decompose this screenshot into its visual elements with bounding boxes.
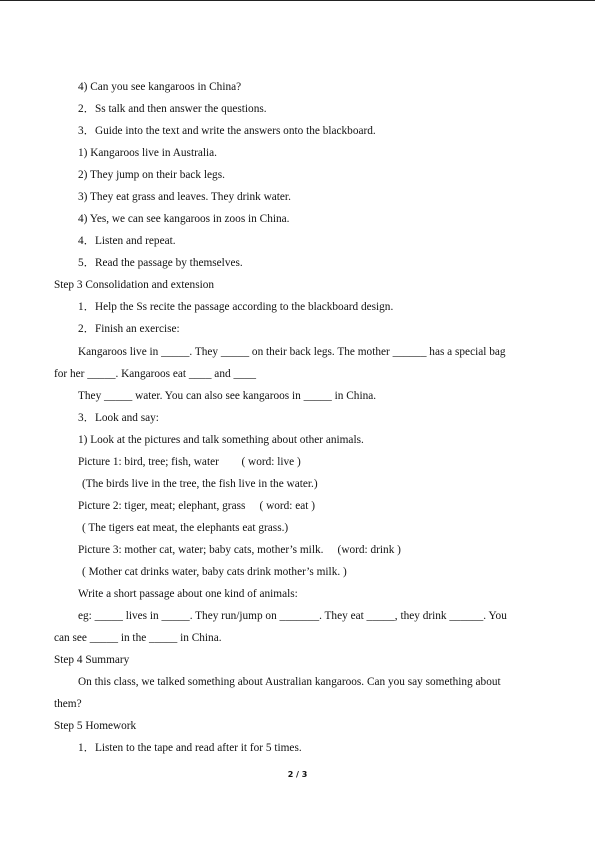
text-line-look-1: 1) Look at the pictures and talk something about other animals. — [78, 434, 364, 446]
exercise-line-1: Kangaroos live in _____. They _____ on their back legs. The mother ______ has a special bag — [78, 346, 506, 358]
picture-3-example: ( Mother cat drinks water, baby cats drink mother’s milk. ) — [82, 566, 347, 578]
summary-line-1: On this class, we talked something about Australian kangaroos. Can you say something about — [78, 676, 501, 688]
text-line-step2-4: 4．Listen and repeat. — [78, 235, 176, 247]
exercise-line-3: They _____ water. You can also see kangaroos in _____ in China. — [78, 390, 377, 402]
text-line-answer-1: 1) Kangaroos live in Australia. — [78, 147, 217, 159]
picture-1-example: (The birds live in the tree, the fish live in the water.) — [82, 478, 318, 490]
text-line-step2-2: 2．Ss talk and then answer the questions. — [78, 103, 267, 115]
text-line-answer-3: 3) They eat grass and leaves. They drink water. — [78, 191, 291, 203]
section-heading-step4: Step 4 Summary — [54, 654, 130, 666]
picture-2-example: ( The tigers eat meat, the elephants eat grass.) — [82, 522, 289, 534]
example-line-1: eg: _____ lives in _____. They run/jump on _______. They eat _____, they drink ______. You — [78, 610, 507, 622]
text-line-answer-2: 2) They jump on their back legs. — [78, 169, 225, 181]
picture-1-line: Picture 1: bird, tree; fish, water ( word: live ) — [78, 456, 301, 468]
example-line-2: can see _____ in the _____ in China. — [54, 632, 222, 644]
page-number: 2 / 3 — [287, 770, 308, 779]
text-line-q4: 4) Can you see kangaroos in China? — [78, 81, 242, 93]
text-line-step3-2: 2．Finish an exercise: — [78, 323, 180, 335]
text-line-step2-3: 3．Guide into the text and write the answers onto the blackboard. — [78, 125, 376, 137]
section-heading-step3: Step 3 Consolidation and extension — [54, 279, 215, 291]
text-line-answer-4: 4) Yes, we can see kangaroos in zoos in China. — [78, 213, 290, 225]
picture-3-line: Picture 3: mother cat, water; baby cats, mother’s milk. (word: drink ) — [78, 544, 401, 556]
section-heading-step5: Step 5 Homework — [54, 720, 137, 732]
summary-line-2: them? — [54, 698, 82, 710]
picture-2-line: Picture 2: tiger, meat; elephant, grass ( word: eat ) — [78, 500, 316, 512]
homework-line-1: 1．Listen to the tape and read after it for 5 times. — [78, 742, 302, 754]
text-line-step3-1: 1．Help the Ss recite the passage according to the blackboard design. — [78, 301, 394, 313]
text-line-write-passage: Write a short passage about one kind of animals: — [78, 588, 298, 600]
exercise-line-2: for her _____. Kangaroos eat ____ and ____ — [54, 368, 257, 380]
text-line-step2-5: 5．Read the passage by themselves. — [78, 257, 243, 269]
text-line-step3-3: 3．Look and say: — [78, 412, 159, 424]
